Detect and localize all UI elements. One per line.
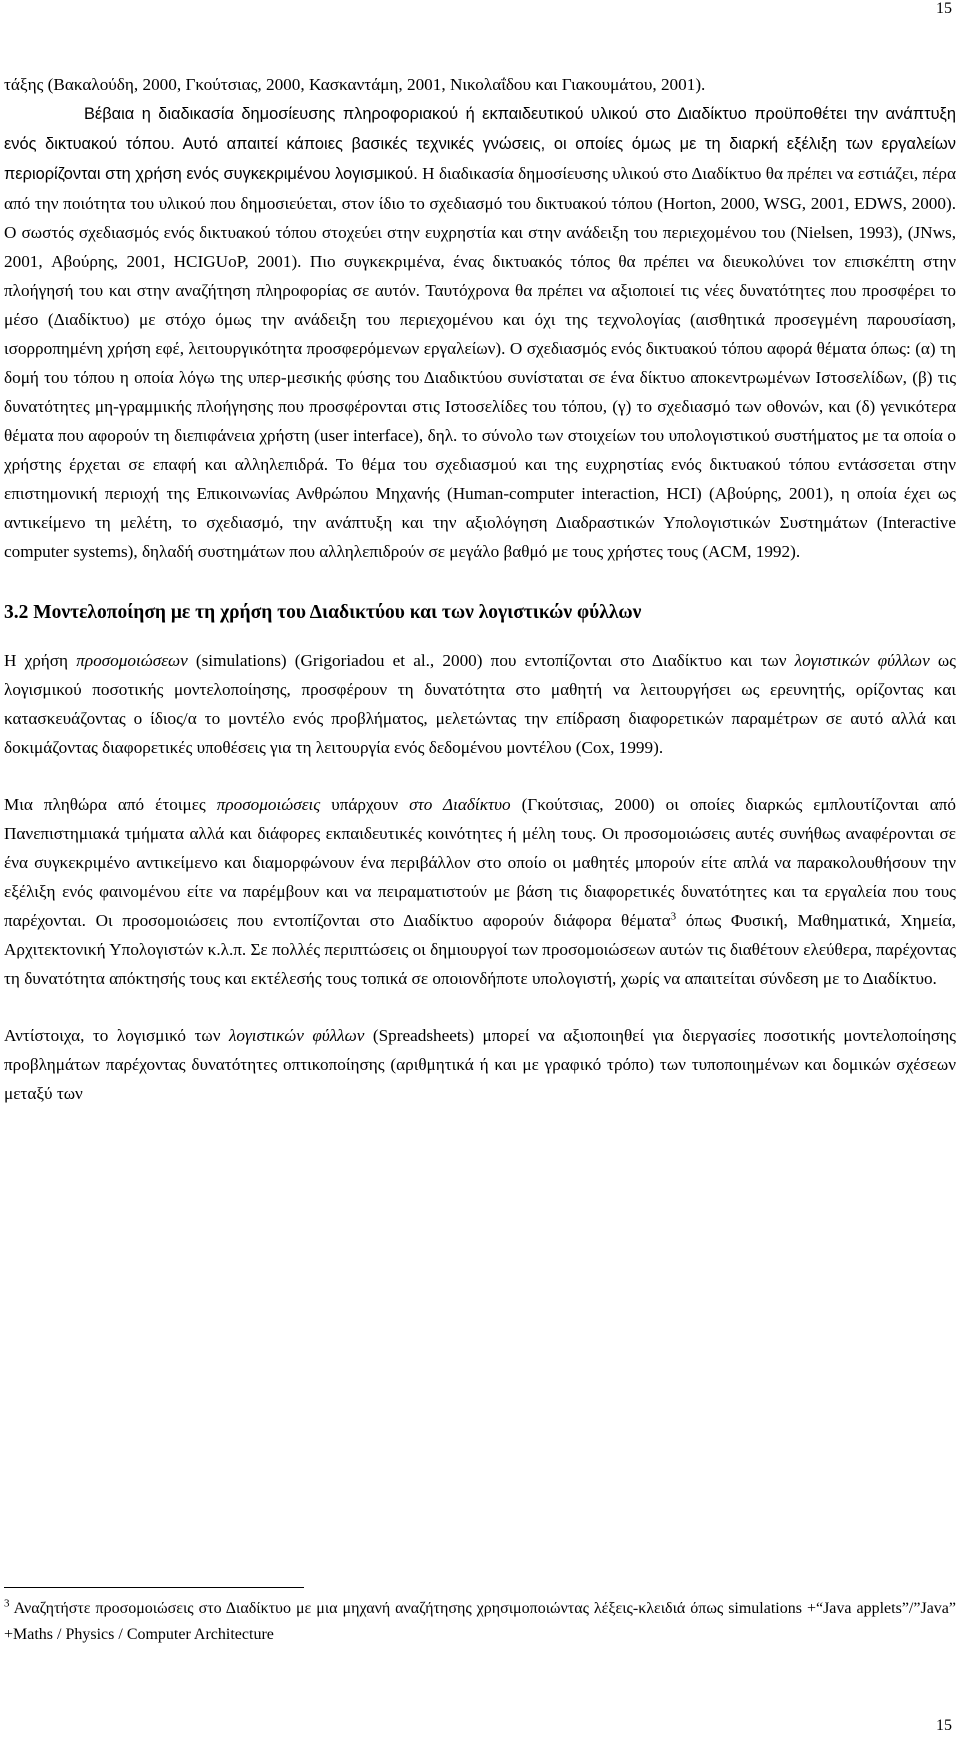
- italic-term: στο Διαδίκτυο: [409, 795, 511, 814]
- text-segment: Αντίστοιχα, το λογισμικό των: [4, 1026, 229, 1045]
- paragraph-serif-segment: Η διαδικασία δημοσίευσης υλικού στο Διαδίκτυο θα πρέπει να εστιάζει, πέρα από την ποιότητα του υλικού που δημοσιεύεται, στον ίδιο το σχεδιασμό του δικτυακού τόπου (Horton, 2000, WSG, 2001, EDWS, 2000). Ο σωστός σχεδιασμός ενός δικτυακού τόπου στοχεύει στην ευχρηστία και στην ανάδειξη του περιεχομένου του (Nielsen, 1993), (JNws, 2001, Αβούρης, 2001, HCIGUoP, 2001). Πιο συγκεκριμένα, ένας δικτυακός τόπος θα πρέπει να διευκολύνει τον επισκέπτη στην πλοήγησή του και στην αναζήτηση πληροφορίας σε αυτόν. Ταυτόχρονα θα πρέπει να αξιοποιεί τις νέες δυνατότητες που προσφέρει το μέσο (Διαδίκτυο) με στόχο όμως την ανάδειξη του περιεχομένου και όχι της τεχνολογίας (αισθητικά προσεγμένη παρουσίαση, ισορροπημένη χρήση εφέ, λειτουργικότητα προσφερόμενων εργαλείων). Ο σχεδιασμός ενός δικτυακού τόπου αφορά θέματα όπως: (α) τη δομή του τόπου η οποία λόγω της υπερ-μεσικής φύσης του Διαδικτύου συνίσταται σε ένα δίκτυο αποκεντρωμένων Ιστοσελίδων, (β) τις δυνατότητες μη-γραμμικής πλοήγησης που προσφέρονται στις Ιστοσελίδες του τόπου, (γ) το σχεδιασμό των οθονών, και (δ) γενικότερα θέματα που αφορούν τη διεπιφάνεια χρήστη (user interface), δηλ. το σύνολο των στοιχείων του υπολογιστικού συστήματος με τα οποία ο χρήστης έρχεται σε επαφή και αλληλεπιδρά. Το θέμα του σχεδιασμού και της ευχρηστίας ενός δικτυακού τόπου εντάσσεται στην επιστημονική περιοχή της Επικοινωνίας Ανθρώπου Μηχανής (Human-computer interaction, HCI) (Αβούρης, 2001), η οποία έχει ως αντικείμενο τη μελέτη, το σχεδιασμό, την ανάπτυξη και την αξιολόγηση Διαδραστικών Υπολογιστικών Συστημάτων (Interactive computer systems), δηλαδή συστημάτων που αλληλεπιδρούν σε μεγάλο βαθμό με τους χρήστες τους (ACM, 1992).: [4, 164, 956, 561]
- paragraph-continuation: τάξης (Βακαλούδη, 2000, Γκούτσιας, 2000, Κασκαντάμη, 2001, Νικολαΐδου και Γιακουμάτου, 2001).: [4, 75, 706, 94]
- italic-term: λογιστικών φύλλων: [228, 1026, 365, 1045]
- page-number-top: 15: [936, 0, 952, 17]
- page-body: [4, 70, 956, 1108]
- text-segment: υπάρχουν: [320, 795, 410, 814]
- paragraph-simulations-web: [4, 790, 956, 993]
- paragraph-spreadsheets: [4, 1021, 956, 1108]
- text-segment: ως λογισμικού ποσοτικής μοντελοποίησης, προσφέρουν τη δυνατότητα στο μαθητή να λειτουργήσει ως ερευνητής, ορίζοντας και κατασκευάζοντας ο ίδιος/α το μοντέλο ενός προβλήματος, μελετώντας την επίδραση διαφορετικών παραμέτρων σε αυτό αλλά και δοκιμάζοντας διαφορετικές υποθέσεις για τη λειτουργία ενός δεδομένου μοντέλου (Cox, 1999).: [4, 651, 956, 757]
- italic-term: λογιστικών φύλλων: [794, 651, 930, 670]
- text-segment: (Γκούτσιας, 2000) οι οποίες διαρκώς εμπλουτίζονται από Πανεπιστημιακά τμήματα αλλά και διάφορες εκπαιδευτικές κοινότητες ή μέλη τους. Οι προσομοιώσεις αυτές συνήθως αναφέρονται σε ένα συγκεκριμένο αντικείμενο και διαμορφώνουν ένα περιβάλλον στο οποίο οι μαθητές μπορούν είτε απλά να παρακολουθήσουν την εξέλιξη ενός φαινομένου είτε να παρέμβουν και να πειραματιστούν με βάση τις διαφορετικές δυνατότητες και τα εργαλεία που τους παρέχονται. Οι προσομοιώσεις που εντοπίζονται στο Διαδίκτυο αφορούν διάφορα θέματα: [4, 795, 957, 930]
- text-segment: Μια πληθώρα από έτοιμες: [4, 795, 217, 814]
- text-segment: (simulations) (Grigoriadou et al., 2000) που εντοπίζονται στο Διαδίκτυο και των: [187, 651, 795, 670]
- footnote-text: Αναζητήστε προσομοιώσεις στο Διαδίκτυο με μια μηχανή αναζήτησης χρησιμοποιώντας λέξεις-κλειδιά όπως simulations +“Java applets”/”Java” +Maths / Physics / Computer Architecture: [4, 1600, 956, 1643]
- footnote-divider: [4, 1587, 304, 1588]
- paragraph-web-publishing: [4, 99, 956, 566]
- paragraph-simulations-intro: [4, 646, 956, 762]
- footnote-reference: 3: [670, 910, 677, 923]
- text-segment: (Spreadsheets) μπορεί να αξιοποιηθεί για διεργασίες ποσοτικής μοντελοποίησης προβλημάτων παρέχοντας δυνατότητες οπτικοποίησης (αριθμητικά ή και με γραφικό τρόπο) των τυποποιημένων και δομικών σχέσεων μεταξύ των: [4, 1026, 956, 1103]
- section-heading: 3.2 Μοντελοποίηση με τη χρήση του Διαδικτύου και των λογιστικών φύλλων: [4, 602, 642, 623]
- text-segment: Η χρήση: [4, 651, 77, 670]
- footnote: [4, 1596, 956, 1648]
- paragraph-sans-segment: Βέβαια η διαδικασία δημοσίευσης πληροφοριακού ή εκπαιδευτικού υλικού στο Διαδίκτυο προϋποθέτει την ανάπτυξη ενός δικτυακού τόπου. Αυτό απαιτεί κάποιες βασικές τεχνικές γνώσεις, οι οποίες όμως με τη διαρκή εξέλιξη των εργαλείων περιορίζονται στη χρήση ενός συγκεκριμένου λογισμικού.: [4, 105, 956, 183]
- italic-term: προσομοιώσεις: [216, 795, 321, 814]
- footnote-marker: 3: [4, 1597, 10, 1610]
- page-number-bottom: 15: [936, 1717, 952, 1734]
- text-segment: όπως Φυσική, Μαθηματικά, Χημεία, Αρχιτεκτονική Υπολογιστών κ.λ.π. Σε πολλές περιπτώσεις οι δημιουργοί των προσομοιώσεων αυτών τις διαθέτουν ελεύθερα, παρέχοντας τη δυνατότητα απόκτησής τους και εκτέλεσής τους τοπικά σε οποιονδήποτε υπολογιστή, χωρίς να απαιτείται σύνδεση με το Διαδίκτυο.: [4, 911, 956, 988]
- italic-term: προσομοιώσεων: [76, 651, 188, 670]
